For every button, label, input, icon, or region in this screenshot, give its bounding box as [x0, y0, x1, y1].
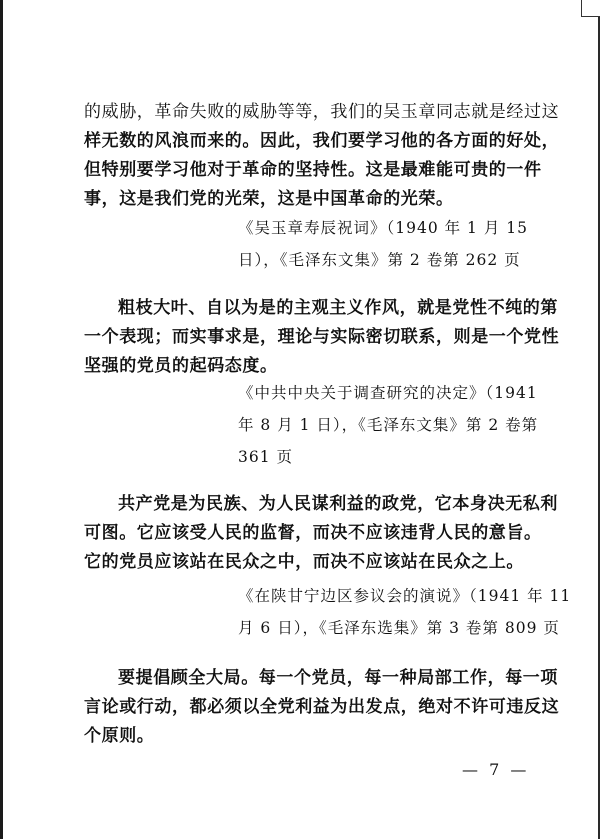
- citation-3-line-2: 月 6 日），《毛泽东选集》第 3 卷第 809 页: [238, 619, 560, 637]
- passage-3-line-3: 它的党员应该站在民众之中，而决不应该站在民众之上。: [84, 552, 524, 572]
- passage-4-line-2: 言论或行动，都必须以全党利益为出发点，绝对不许可违反这: [84, 697, 560, 717]
- passage-2-line-2: 一个表现；而实事求是，理论与实际密切联系，则是一个党性: [84, 327, 560, 347]
- citation-2-line-1: 《中共中央关于调查研究的决定》（1941: [238, 384, 538, 402]
- passage-3-line-2: 可图。它应该受人民的监督，而决不应该违背人民的意旨。: [84, 523, 542, 543]
- citation-1-line-2: 日），《毛泽东文集》第 2 卷第 262 页: [238, 251, 521, 269]
- passage-1-line-3: 但特别要学习他对于革命的坚持性。这是最难能可贵的一件: [84, 160, 542, 180]
- page-edge-left: [0, 0, 3, 839]
- citation-3: [238, 580, 572, 644]
- passage-1-line-4: 事，这是我们党的光荣，这是中国革命的光荣。: [84, 189, 454, 209]
- passage-2-line-3: 坚强的党员的起码态度。: [84, 356, 278, 376]
- page-number: — 7 —: [462, 760, 530, 779]
- passage-4-line-1: 要提倡顾全大局。每一个党员，每一种局部工作，每一项: [118, 668, 558, 688]
- passage-4-line-3: 个原则。: [84, 726, 155, 746]
- citation-2: [238, 377, 538, 473]
- citation-2-line-3: 361 页: [238, 448, 294, 466]
- passage-3-line-1: 共产党是为民族、为人民谋利益的政党，它本身决无私利: [118, 494, 558, 514]
- passage-1-line-1: 的威胁，革命失败的威胁等等，我们的吴玉章同志就是经过这: [84, 102, 560, 122]
- corner-mark: [581, 0, 600, 17]
- passage-2-line-1: 粗枝大叶、自以为是的主观主义作风，就是党性不纯的第: [118, 298, 558, 318]
- citation-1: [238, 212, 538, 276]
- citation-2-line-2: 年 8 月 1 日），《毛泽东文集》第 2 卷第: [238, 416, 539, 434]
- quote-passage-4: [84, 664, 560, 751]
- passage-1-line-2: 样无数的风浪而来的。因此，我们要学习他的各方面的好处，: [84, 131, 560, 151]
- quote-passage-1: [84, 98, 560, 214]
- quote-passage-2: [84, 294, 560, 381]
- quote-passage-3: [84, 490, 558, 577]
- citation-1-line-1: 《吴玉章寿辰祝词》（1940 年 1 月 15: [238, 219, 528, 237]
- citation-3-line-1: 《在陕甘宁边区参议会的演说》（1941 年 11: [238, 587, 572, 605]
